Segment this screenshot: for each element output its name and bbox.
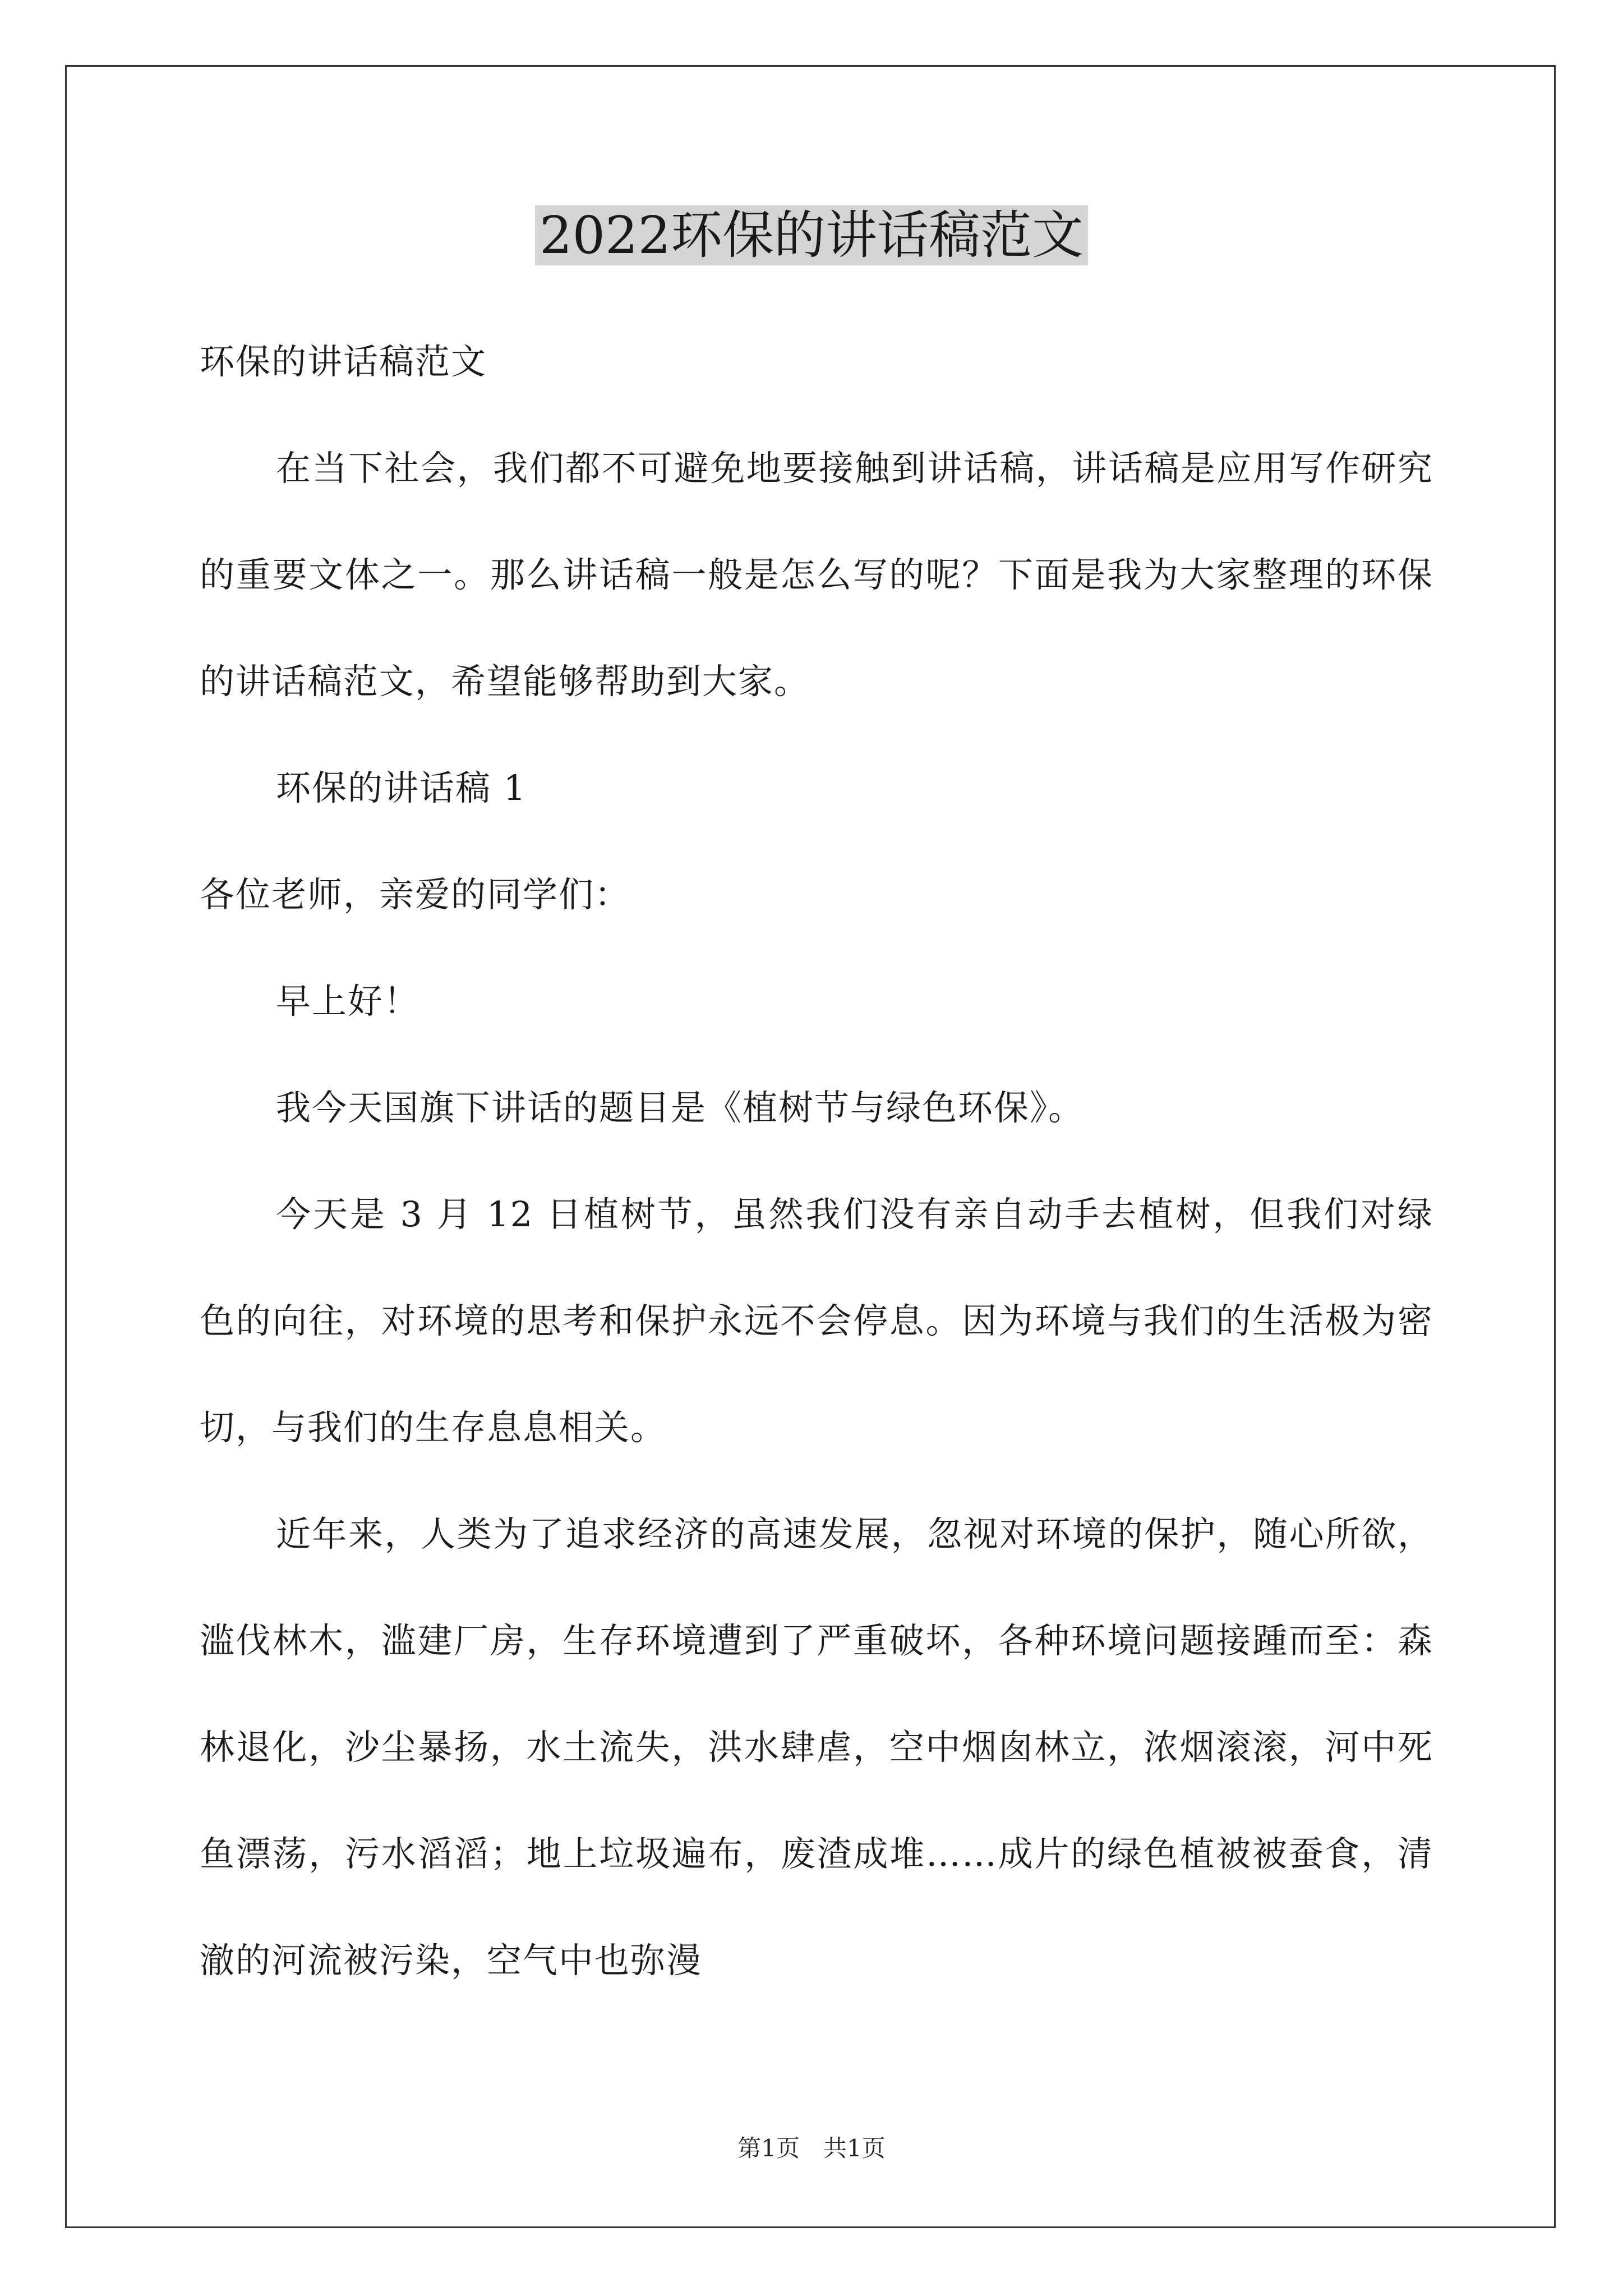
paragraph-topic: 我今天国旗下讲话的题目是《植树节与绿色环保》。 [276,1087,1085,1128]
paragraph-salutation: 各位老师，亲爱的同学们： [200,874,631,915]
paragraph-speech-heading: 环保的讲话稿 1 [276,767,527,808]
paragraph-environment-problems: 近年来，人类为了追求经济的高速发展，忽视对环境的保护，随心所欲，滥伐林木，滥建厂房，生存环境遭到了严重破坏，各种环境问题接踵而至：森林退化，沙尘暴扬，水土流失，洪水肆虐，空中烟囱林立，浓烟滚滚，河中死鱼漂荡，污水滔滔；地上垃圾遍布，废渣成堆……成片的绿色植被被蚕食，清澈的河流被污染，空气中也弥漫 [200,1513,1433,1981]
document-title-text: 2022环保的讲话稿范文 [535,205,1088,265]
paragraph-subtitle: 环保的讲话稿范文 [200,341,487,382]
document-body [200,309,1433,2014]
paragraph-arbor-day: 今天是 3 月 12 日植树节，虽然我们没有亲自动手去植树，但我们对绿色的向往，对环境的思考和保护永远不会停息。因为环境与我们的生活极为密切，与我们的生存息息相关。 [200,1194,1433,1448]
paragraph-greeting: 早上好！ [276,981,420,1022]
paragraph-intro: 在当下社会，我们都不可避免地要接触到讲话稿，讲话稿是应用写作研究的重要文体之一。那么讲话稿一般是怎么写的呢？下面是我为大家整理的环保的讲话稿范文，希望能够帮助到大家。 [200,448,1433,702]
page-footer: 第1页 共1页 [737,2134,886,2162]
document-title [0,196,1623,275]
